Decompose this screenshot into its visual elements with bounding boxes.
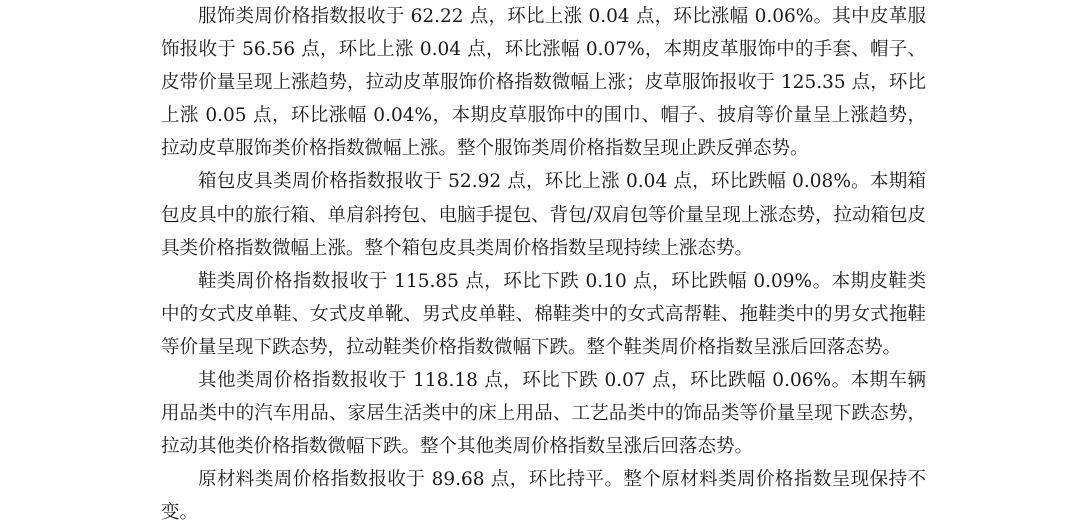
paragraph-other: 其他类周价格指数报收于 118.18 点，环比下跌 0.07 点，环比跌幅 0.06%。本期车辆用品类中的汽车用品、家居生活类中的床上用品、工艺品类中的饰品类等价量呈现下跌态势，拉动其他类价格指数微幅下跌。整个其他类周价格指数呈涨后回落态势。 (161, 370, 926, 458)
paragraph-footwear: 鞋类周价格指数报收于 115.85 点，环比下跌 0.10 点，环比跌幅 0.09%。本期皮鞋类中的女式皮单鞋、女式皮单靴、男式皮单鞋、棉鞋类中的女式高帮鞋、拖鞋类中的男女式拖鞋等价量呈现下跌态势，拉动鞋类价格指数微幅下跌。整个鞋类周价格指数呈涨后回落态势。 (161, 270, 926, 358)
document-body (161, 0, 926, 530)
paragraph-apparel: 服饰类周价格指数报收于 62.22 点，环比上涨 0.04 点，环比涨幅 0.06%。其中皮革服饰报收于 56.56 点，环比上涨 0.04 点，环比涨幅 0.07%，本期皮革服饰中的手套、帽子、皮带价量呈现上涨趋势，拉动皮革服饰价格指数微幅上涨；皮草服饰报收于 125.35 点，环比上涨 0.05 点，环比涨幅 0.04%，本期皮草服饰中的围巾、帽子、披肩等价量呈上涨趋势，拉动皮草服饰类价格指数微幅上涨。整个服饰类周价格指数呈现止跌反弹态势。 (161, 6, 926, 160)
paragraph-raw-materials: 原材料类周价格指数报收于 89.68 点，环比持平。整个原材料类周价格指数呈现保持不变。 (161, 469, 926, 524)
paragraph-luggage-leather: 箱包皮具类周价格指数报收于 52.92 点，环比上涨 0.04 点，环比跌幅 0.08%。本期箱包皮具中的旅行箱、单肩斜挎包、电脑手提包、背包/双肩包等价量呈现上涨态势，拉动箱包皮具类价格指数微幅上涨。整个箱包皮具类周价格指数呈现持续上涨态势。 (161, 171, 926, 259)
